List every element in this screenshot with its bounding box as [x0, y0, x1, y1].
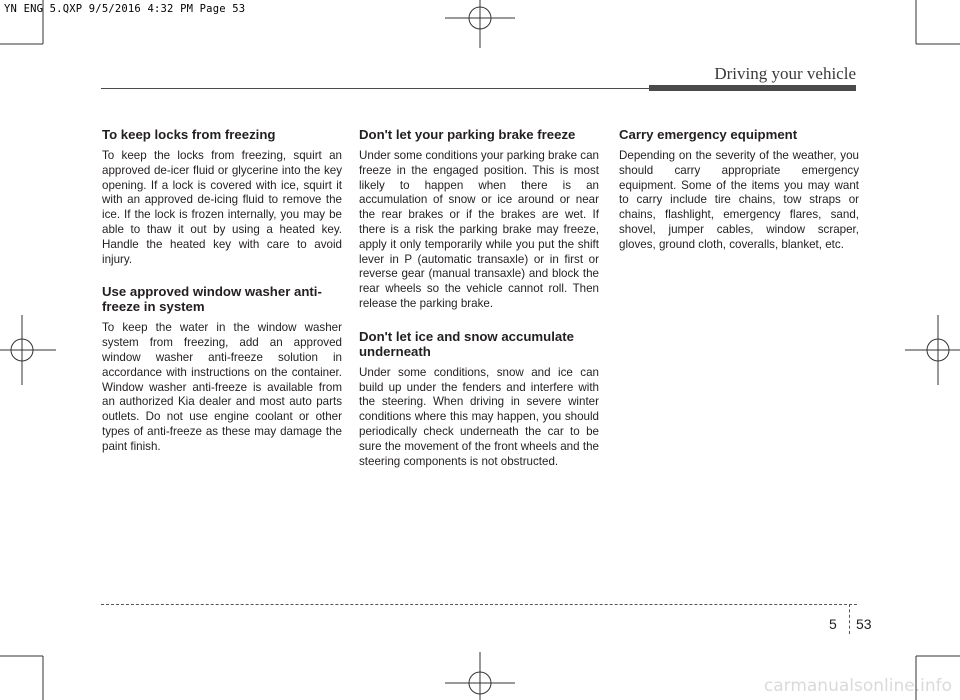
page-number-separator	[849, 604, 850, 634]
text-column-right	[619, 127, 859, 270]
text-column-middle	[359, 127, 599, 486]
heading-emergency-equipment: Carry emergency equipment	[619, 127, 798, 142]
heading-washer-antifreeze: Use approved window washer anti-freeze in system	[102, 284, 322, 315]
heading-parking-brake: Don't let your parking brake freeze	[359, 127, 576, 142]
heading-locks-freezing: To keep locks from freezing	[102, 127, 276, 142]
header-rule	[101, 88, 649, 89]
text-column-left	[102, 127, 342, 472]
body-ice-snow: Under some conditions, snow and ice can build up under the fenders and interfere with the steering. When driving in severe winter conditions where this may happen, you should periodically check underneath the car to be sure the movement of the front wheels and the steering components is not obstructed.	[359, 365, 599, 468]
chapter-number: 5	[829, 616, 837, 632]
heading-ice-snow: Don't let ice and snow accumulate underneath	[359, 328, 574, 359]
body-parking-brake: Under some conditions your parking brake can freeze in the engaged position. This is most likely to happen when there is an accumulation of snow or ice around or near the rear brakes or if the brakes are wet. If there is a risk the parking brake may freeze, apply it only temporarily while you put the shift lever in P (automatic transaxle) or in first or reverse gear (manual transaxle) and block the rear wheels so the vehicle cannot roll. Then release the parking brake.	[359, 149, 599, 310]
page-number: 53	[856, 616, 872, 632]
watermark: carmanualsonline.info	[763, 676, 952, 696]
print-slug: YN ENG 5.QXP 9/5/2016 4:32 PM Page 53	[4, 3, 246, 15]
footer-rule	[101, 604, 857, 605]
body-locks-freezing: To keep the locks from freezing, squirt an approved de-icer fluid or glycerine into the key opening. If a lock is covered with ice, squirt it with an approved de-icing fluid to remove the ice. If the lock is frozen internally, you may be able to thaw it out by using a heated key. Handle the heated key with care to avoid injury.	[102, 149, 342, 266]
body-washer-antifreeze: To keep the water in the window washer system from freezing, add an approved window washer anti-freeze solution in accordance with instructions on the container. Window washer anti-freeze is available from an authorized Kia dealer and most auto parts outlets. Do not use engine coolant or other types of anti-freeze as these may damage the paint finish.	[102, 321, 342, 453]
section-title: Driving your vehicle	[714, 64, 856, 83]
body-emergency-equipment: Depending on the severity of the weather, you should carry appropriate emergency equipment. Some of the items you may want to carry include tire chains, tow straps or chains, flashlight, emergency flares, sand, shovel, jumper cables, window scraper, gloves, ground cloth, coveralls, blanket, etc.	[619, 149, 859, 251]
header-bar	[649, 85, 856, 91]
